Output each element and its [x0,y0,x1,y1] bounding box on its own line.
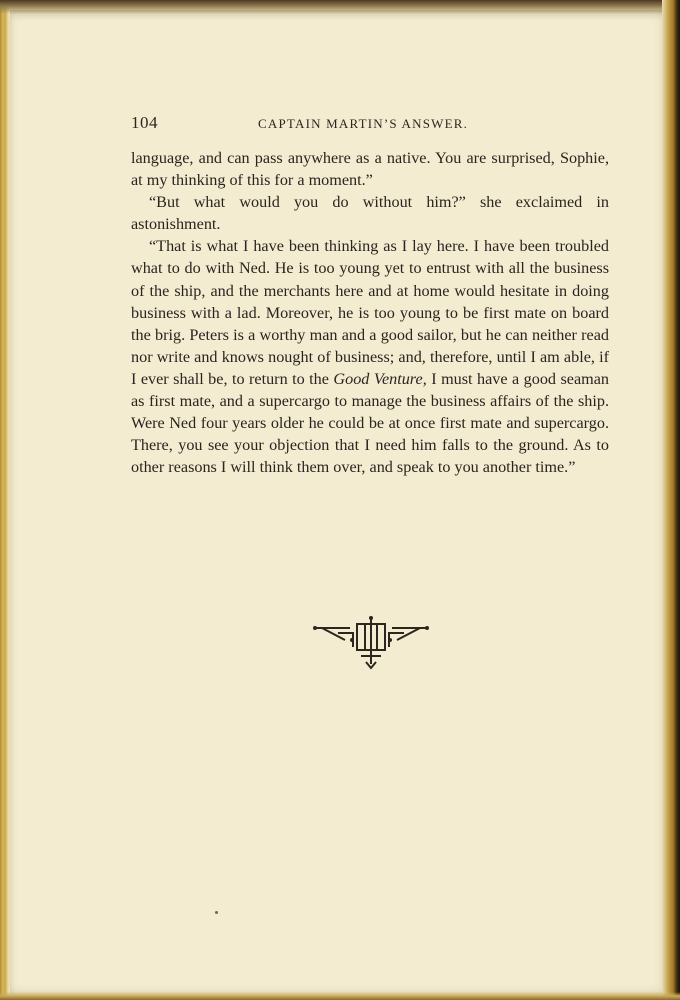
page-header [131,113,609,135]
page-body-text [131,147,609,478]
top-page-shadow [0,0,680,14]
decorative-tailpiece-icon [312,616,430,670]
paragraph-3 [131,235,609,478]
page-speck [215,911,218,914]
bottom-page-edge [0,992,680,1000]
ship-name-italic: Good Venture, [333,369,427,388]
paragraph-3-after-italic: I must have a good seaman as first mate, and a supercargo to manage the business affairs of the ship. Were Ned four years older he could be at once first mate and supercargo. There, you see your objection that I need him falls to the ground. As to other reasons I will think them over, and speak to you another time.” [131,369,610,477]
paragraph-2: “But what would you do without him?” she exclaimed in astonishment. [131,193,609,234]
right-page-edge [662,0,680,1000]
running-head: CAPTAIN MARTIN’S ANSWER. [258,116,469,131]
page-number: 104 [131,113,158,132]
paragraph-3-before-italic: “That is what I have been thinking as I lay here. I have been troubled what to do with Ned. He is too young yet to entrust with all the business of the ship, and the merchants here and at home would hesitate in doing business with a lad. Moreover, he is too young to be first mate on board the brig. Peters is a worthy man and a good sailor, but he can neither read nor write and knows nought of business; and, therefore, until I am able, if I ever shall be, to return to the [131,237,609,388]
paragraph-1: language, and can pass anywhere as a native. You are surprised, Sophie, at my thinking of this for a moment.” [131,149,609,190]
